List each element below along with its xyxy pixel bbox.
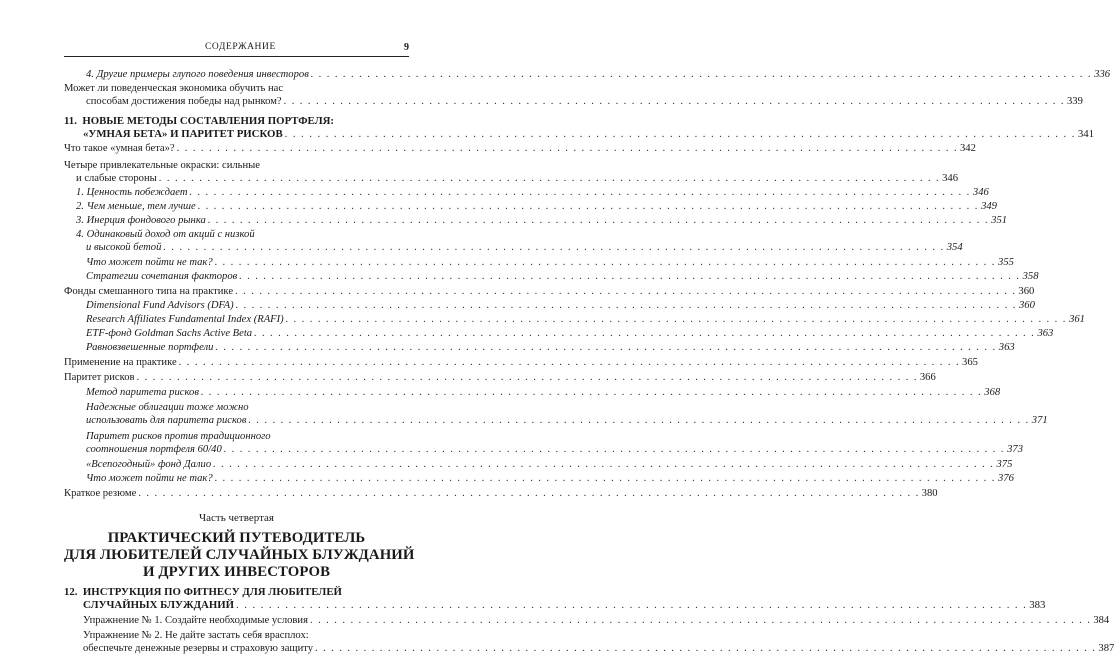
toc-entry: Паритет рисков . . . 366 [64, 371, 409, 384]
toc-entry-cont: соотношения портфеля 60/40 . . . 373 [64, 443, 409, 456]
toc-entry-cont: и высокой бетой . . . 354 [64, 241, 409, 254]
toc-entry: Что может пойти не так? . . . 355 [64, 256, 409, 269]
page-number: 9 [404, 42, 409, 53]
toc-entry: Стратегии сочетания факторов . . . 358 [64, 270, 409, 283]
toc-entry: 1. Ценность побеждает . . . 346 [64, 186, 409, 199]
toc-entry: Упражнение № 2. Не дайте застать себя врасплох: [83, 630, 309, 641]
toc-entry: Фонды смешанного типа на практике . . . 360 [64, 285, 409, 298]
toc-entry: Может ли поведенческая экономика обучить нас [64, 83, 284, 94]
toc-entry: Что может пойти не так? . . . 376 [64, 472, 409, 485]
running-header-title: СОДЕРЖАНИЕ [205, 42, 276, 52]
toc-entry: Dimensional Fund Advisors (DFA) . . . 360 [64, 299, 409, 312]
part-title-line: ДЛЯ ЛЮБИТЕЛЕЙ СЛУЧАЙНЫХ БЛУЖДАНИЙ [64, 547, 415, 563]
toc-entry: Краткое резюме . . . 380 [64, 487, 409, 500]
toc-entry: Метод паритета рисков . . . 368 [64, 386, 409, 399]
toc-entry: 4. Одинаковый доход от акций с низкой [76, 229, 255, 240]
chapter-heading: 11. НОВЫЕ МЕТОДЫ СОСТАВЛЕНИЯ ПОРТФЕЛЯ: [64, 115, 335, 127]
toc-entry-cont: обеспечьте денежные резервы и страховую защиту . . . 387 [64, 642, 409, 655]
toc-entry: Надежные облигации тоже можно [86, 402, 249, 413]
part-title-line: ПРАКТИЧЕСКИЙ ПУТЕВОДИТЕЛЬ [107, 530, 366, 546]
toc-entry-cont: использовать для паритета рисков . . . 371 [64, 414, 409, 427]
toc-entry: Четыре привлекательные окраски: сильные [64, 160, 260, 171]
chapter-heading-cont: СЛУЧАЙНЫХ БЛУЖДАНИЙ . . . 383 [64, 599, 409, 612]
toc-entry: Применение на практике . . . 365 [64, 356, 409, 369]
chapter-heading: 12. ИНСТРУКЦИЯ ПО ФИТНЕСУ ДЛЯ ЛЮБИТЕЛЕЙ [64, 586, 342, 598]
toc-entry: 2. Чем меньше, тем лучше . . . 349 [64, 200, 409, 213]
toc-entry: «Всепогодный» фонд Далио . . . 375 [64, 458, 409, 471]
toc-entry: 3. Инерция фондового рынка . . . 351 [64, 214, 409, 227]
toc-entry: Равновзвешенные портфели . . . 363 [64, 341, 409, 354]
toc-entry-cont: и слабые стороны . . . 346 [64, 172, 409, 185]
toc-entry: ETF-фонд Goldman Sachs Active Beta . . . 363 [64, 327, 409, 340]
part-label: Часть четвертая [199, 512, 274, 524]
toc-entry: Паритет рисков против традиционного [86, 431, 271, 442]
part-title-line: И ДРУГИХ ИНВЕСТОРОВ [142, 564, 331, 580]
chapter-heading-cont: «УМНАЯ БЕТА» И ПАРИТЕТ РИСКОВ . . . 341 [64, 128, 409, 141]
toc-entry: Research Affiliates Fundamental Index (RAFI) . . . 361 [64, 313, 409, 326]
toc-entry: 4. Другие примеры глупого поведения инвесторов . . . 336 [64, 68, 409, 81]
toc-entry: Упражнение № 1. Создайте необходимые условия . . . 384 [64, 614, 409, 627]
running-header [64, 42, 409, 57]
toc-entry-cont: способам достижения победы над рынком? . . . 339 [64, 95, 409, 108]
toc-entry: Что такое «умная бета»? . . . 342 [64, 142, 409, 155]
